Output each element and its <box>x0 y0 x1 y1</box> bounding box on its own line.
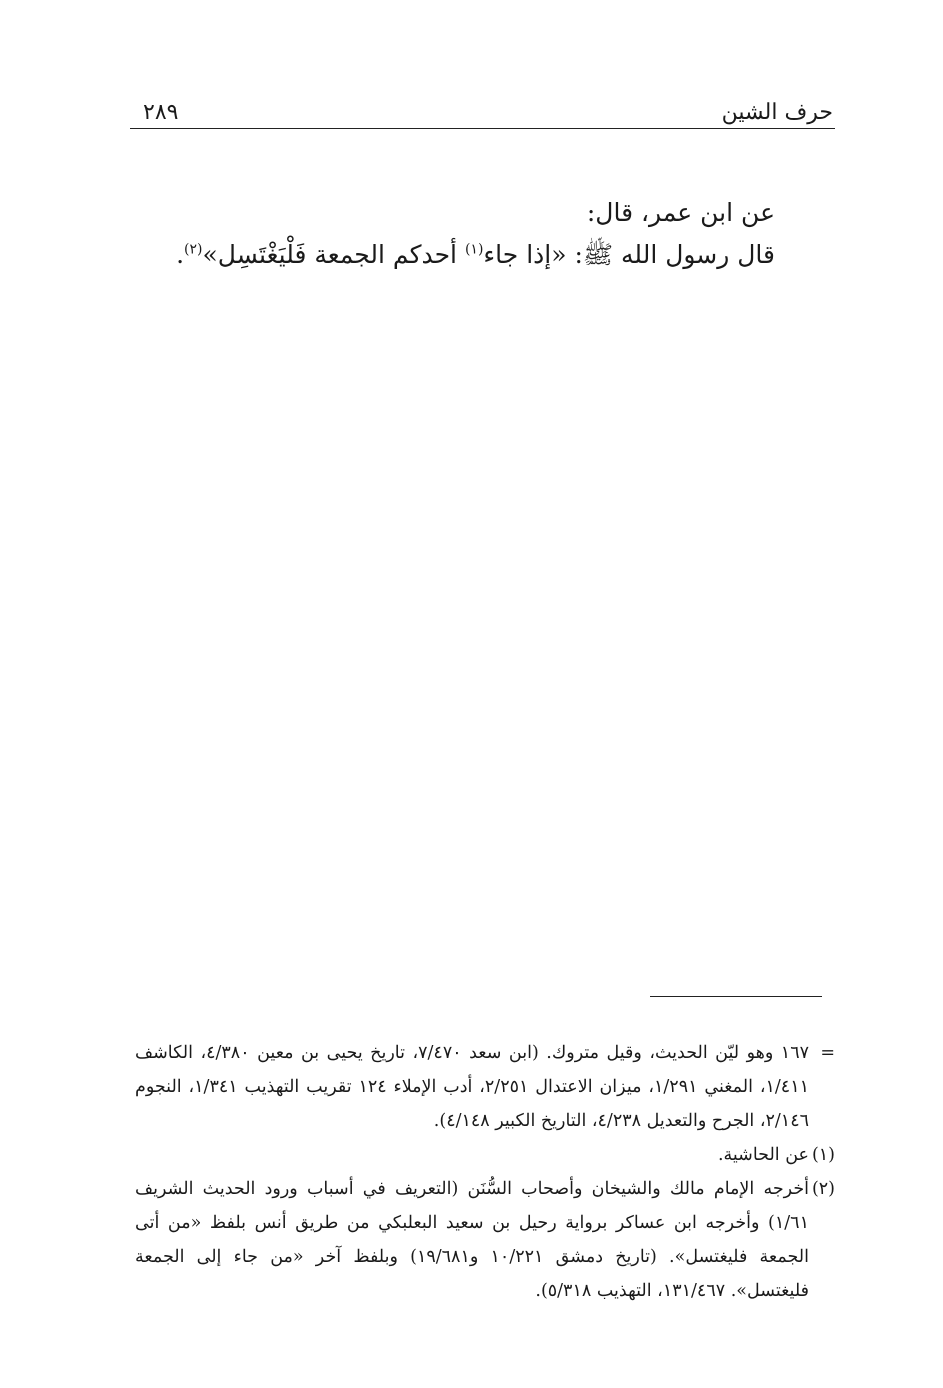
hadith-chain-line: عن ابن عمر، قال: <box>586 198 775 227</box>
footnote-item <box>135 1138 835 1172</box>
footnotes <box>135 1036 835 1308</box>
footnote-ref-1: (١) <box>464 241 484 258</box>
page-number: ٢٨٩ <box>143 100 179 125</box>
hadith-text-middle: أحدكم الجمعة فَلْيَغْتَسِل» <box>202 240 465 269</box>
hadith-text-start: قال رسول الله ﷺ: «إذا جاء <box>483 240 775 269</box>
footnote-number: (٢) <box>811 1179 835 1199</box>
footnote-number: (١) <box>811 1145 835 1165</box>
main-text <box>175 192 775 276</box>
running-title: حرف الشين <box>721 100 833 125</box>
continuation-marker: = <box>820 1043 835 1063</box>
continuation-text: ١٦٧ وهو ليّن الحديث، وقيل متروك. (ابن سعد ٧/٤٧٠، تاريخ يحيى بن معين ٤/٣٨٠، الكاشف ١/٤١١، المغني ١/٢٩١، ميزان الاعتدال ٢/٢٥١، أدب الإملاء ١٢٤ تقريب التهذيب ١/٣٤١، النجوم ٢/١٤٦، الجرح والتعديل ٤/٢٣٨، التاريخ الكبير ٤/١٤٨). <box>135 1043 809 1131</box>
footnote-item <box>135 1172 835 1308</box>
footnote-text: عن الحاشية. <box>717 1145 809 1165</box>
hadith-text-line <box>175 234 775 276</box>
footnote-ref-2: (٢) <box>184 241 203 258</box>
footnote-text: أخرجه الإمام مالك والشيخان وأصحاب السُّنَن (التعريف في أسباب ورود الحديث الشريف ١/٦١) وأخرجه ابن عساكر برواية رحيل بن سعيد البعلبكي من طريق أنس بلفظ «من أتى الجمعة فليغتسل». (تاريخ دمشق ١٠/٢٢١ و١٩/٦٨١) وبلفظ آخر «من جاء إلى الجمعة فليغتسل». ١٣١/٤٦٧، التهذيب ٥/٣١٨). <box>135 1179 809 1301</box>
footnote-continuation <box>135 1036 835 1138</box>
footnote-separator <box>650 996 822 997</box>
header-rule <box>130 128 835 129</box>
hadith-text-end: . <box>176 240 185 269</box>
